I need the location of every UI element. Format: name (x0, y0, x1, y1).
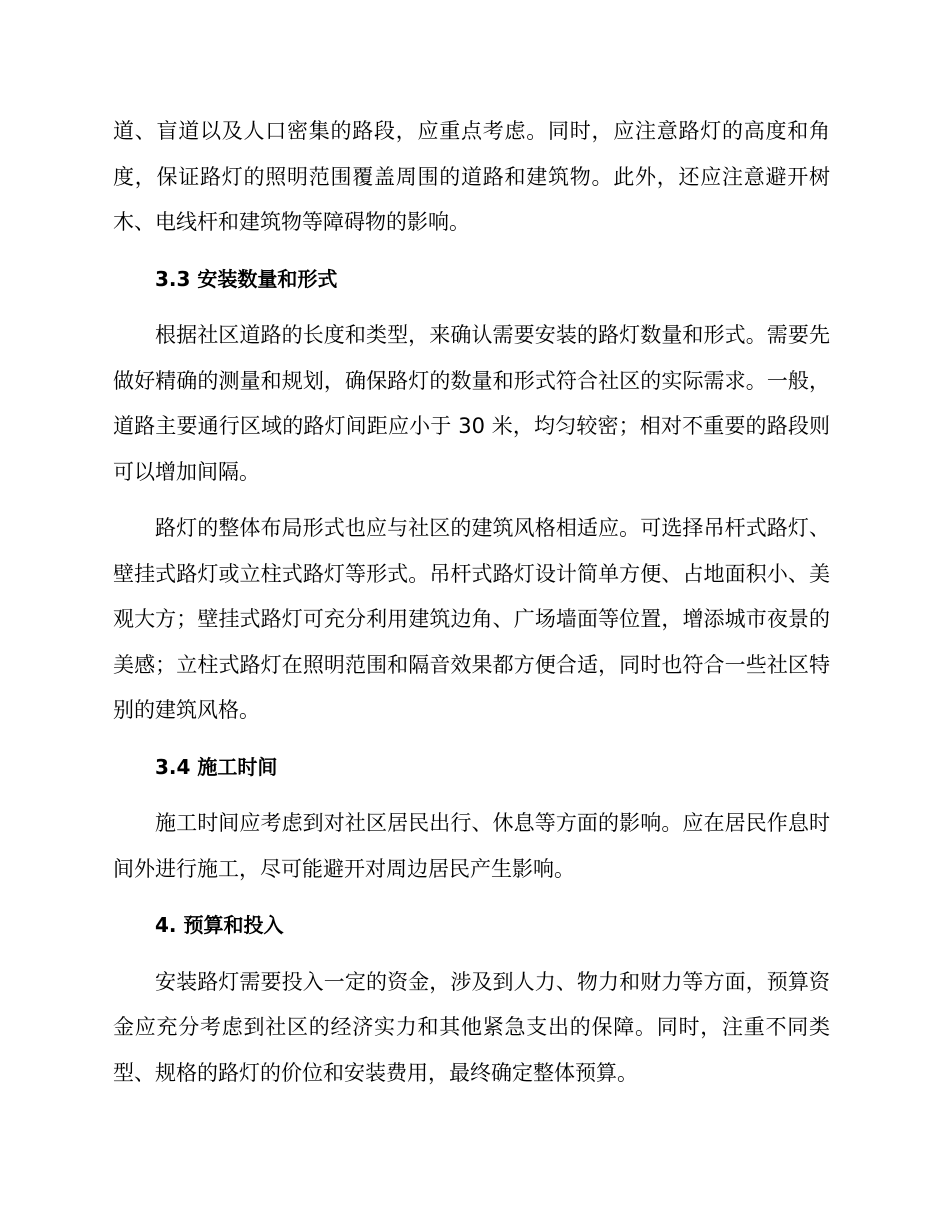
paragraph-3-4: 施工时间应考虑到对社区居民出行、休息等方面的影响。应在居民作息时间外进行施工，尽可能避开对周边居民产生影响。 (113, 811, 830, 881)
paragraph-3-3-b: 路灯的整体布局形式也应与社区的建筑风格相适应。可选择吊杆式路灯、壁挂式路灯或立柱式路灯等形式。吊杆式路灯设计简单方便、占地面积小、美观大方；壁挂式路灯可充分利用建筑边角、广场墙面等位置，增添城市夜景的美感；立柱式路灯在照明范围和隔音效果都方便合适，同时也符合一些社区特别的建筑风格。 (113, 516, 830, 722)
spacer (113, 246, 830, 257)
spacer (113, 892, 830, 903)
spacer (113, 734, 830, 745)
heading-3-3: 3.3 安装数量和形式 (155, 266, 338, 291)
paragraph-3-3-a: 根据社区道路的长度和类型，来确认需要安装的路灯数量和形式。需要先做好精确的测量和规划，确保路灯的数量和形式符合社区的实际需求。一般，道路主要通行区域的路灯间距应小于 30 米，均匀较密；相对不重要的路段则可以增加间隔。 (113, 323, 830, 484)
spacer (113, 302, 830, 313)
paragraph-intro: 道、盲道以及人口密集的路段，应重点考虑。同时，应注意路灯的高度和角度，保证路灯的照明范围覆盖周围的道路和建筑物。此外，还应注意避开树木、电线杆和建筑物等障碍物的影响。 (113, 119, 830, 234)
heading-4: 4. 预算和投入 (155, 913, 284, 937)
heading-3-4: 3.4 施工时间 (155, 754, 278, 779)
document-page (113, 109, 830, 1096)
spacer (113, 949, 830, 960)
spacer (113, 495, 830, 506)
spacer (113, 790, 830, 801)
paragraph-4: 安装路灯需要投入一定的资金，涉及到人力、物力和财力等方面，预算资金应充分考虑到社区的经济实力和其他紧急支出的保障。同时，注重不同类型、规格的路灯的价位和安装费用，最终确定整体预算。 (113, 969, 830, 1085)
